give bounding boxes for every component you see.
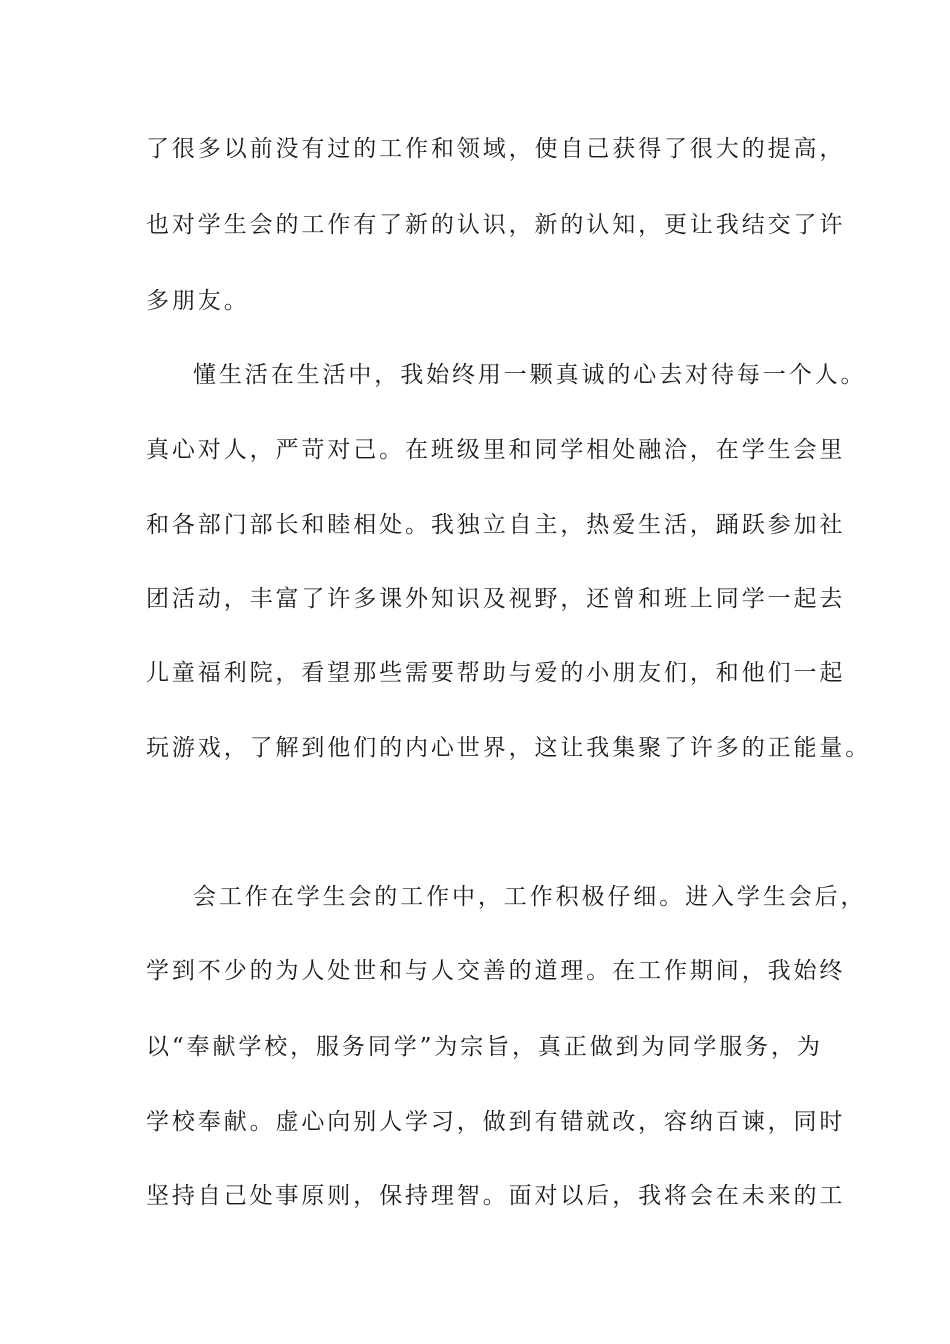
paragraph-3-line-3: 以“奉献学校，服务同学”为宗旨，真正做到为同学服务，为 (146, 1034, 823, 1060)
paragraph-3-line-1: 会工作在学生会的工作中，工作积极仔细。进入学生会后， (193, 884, 867, 910)
paragraph-3-line-4: 学校奉献。虚心向别人学习，做到有错就改，容纳百谏，同时 (146, 1109, 846, 1135)
paragraph-2-line-6: 玩游戏，了解到他们的内心世界，这让我集聚了许多的正能量。 (146, 735, 872, 761)
paragraph-3-line-2: 学到不少的为人处世和与人交善的道理。在工作期间，我始终 (146, 958, 846, 984)
paragraph-1-line-3: 多朋友。 (146, 288, 250, 314)
paragraph-2-line-4: 团活动，丰富了许多课外知识及视野，还曾和班上同学一起去 (146, 586, 846, 612)
paragraph-1-line-1: 了很多以前没有过的工作和领域，使自己获得了很大的提高， (146, 136, 846, 162)
paragraph-2-line-2: 真心对人，严苛对己。在班级里和同学相处融洽，在学生会里 (146, 437, 846, 463)
paragraph-2-line-5: 儿童福利院，看望那些需要帮助与爱的小朋友们，和他们一起 (146, 660, 846, 686)
paragraph-2-line-1: 懂生活在生活中，我始终用一颗真诚的心去对待每一个人。 (193, 362, 867, 388)
paragraph-3-line-5: 坚持自己处事原则，保持理智。面对以后，我将会在未来的工 (146, 1183, 846, 1209)
paragraph-2-line-3: 和各部门部长和睦相处。我独立自主，热爱生活，踊跃参加社 (146, 512, 846, 538)
paragraph-1-line-2: 也对学生会的工作有了新的认识，新的认知，更让我结交了许 (146, 212, 846, 238)
